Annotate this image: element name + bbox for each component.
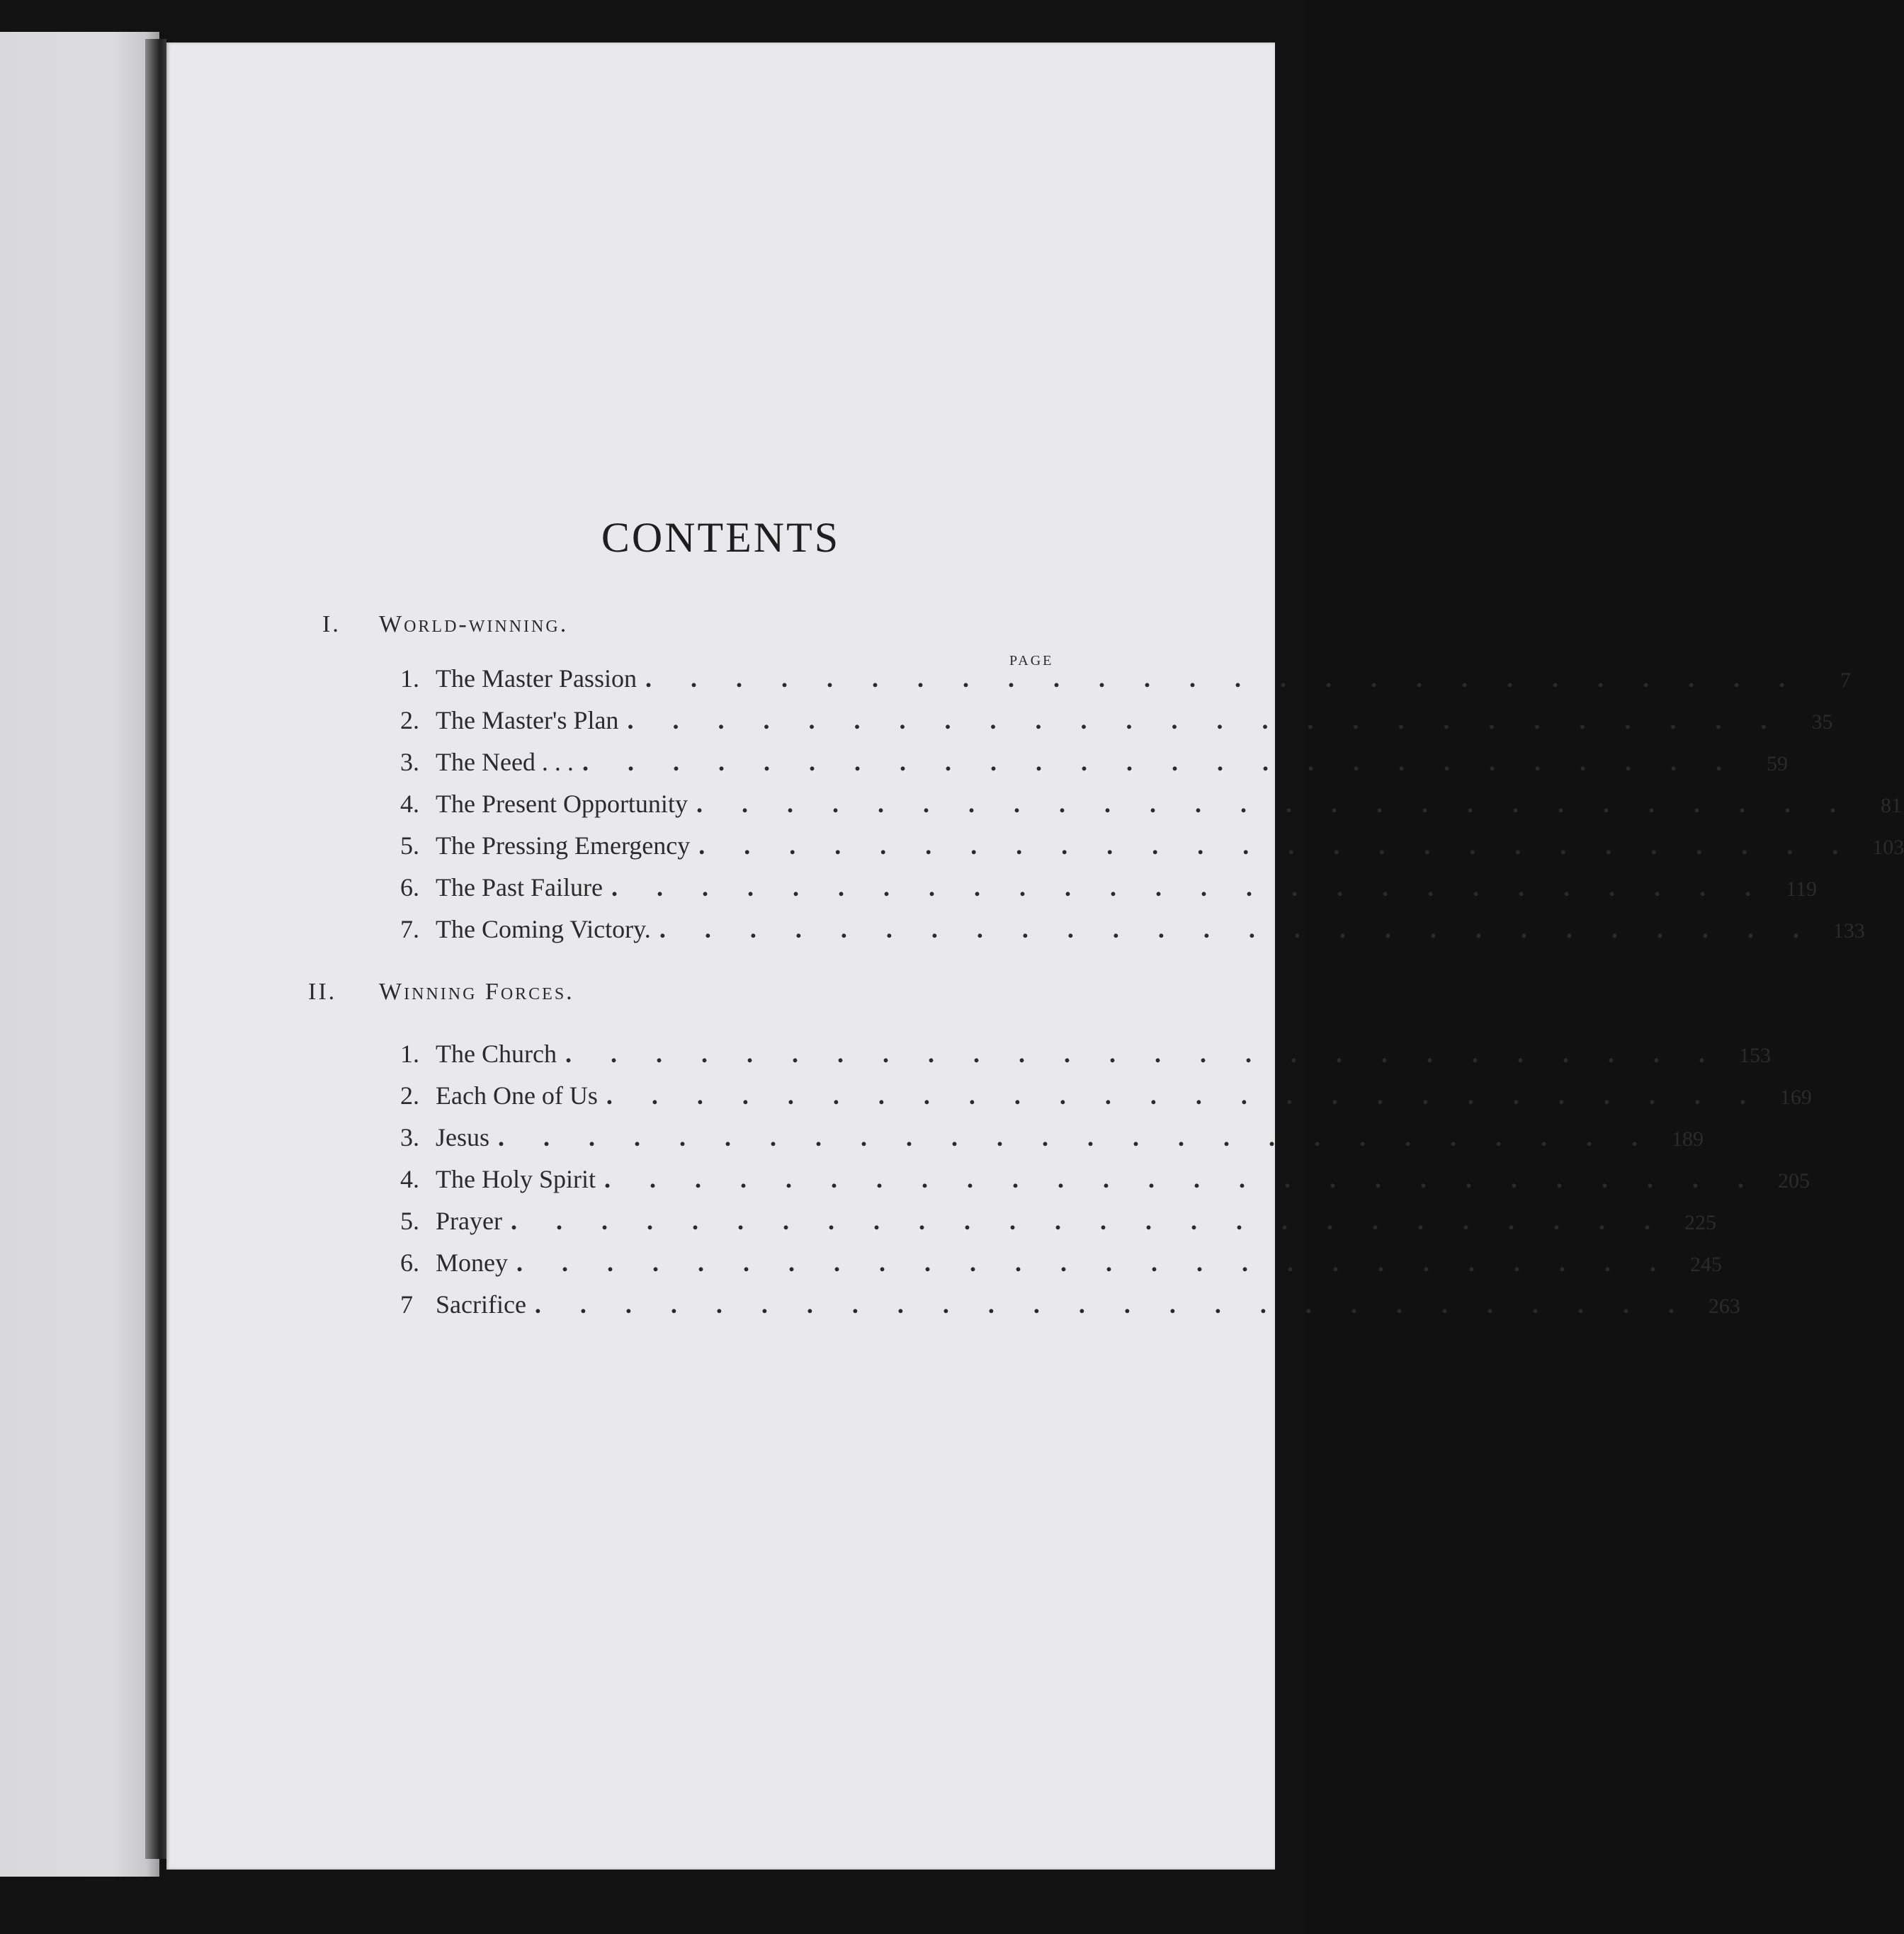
entry-number: 6. (400, 1248, 419, 1277)
entry-number: 7 (400, 1290, 413, 1319)
entry-page-number: 81 (1880, 794, 1902, 817)
section-heading (308, 979, 574, 1006)
dot-leaders: . . . . . . . . . . . . . . . . . . . . . . . . . . (606, 1081, 1762, 1110)
entry-title: The Present Opportunity (436, 790, 688, 818)
dot-leaders: . . . . . . . . . . . . . . . . . . . . . . . . . . (696, 790, 1852, 818)
dot-leaders: . . . . . . . . . . . . . . . . . . . . . . . . . . (516, 1248, 1672, 1277)
toc-entry[interactable] (400, 664, 1851, 698)
entry-page-number: 205 (1777, 1169, 1810, 1193)
toc-entry[interactable] (400, 914, 1865, 948)
entry-number: 7. (400, 915, 419, 943)
entry-page-number: 153 (1738, 1044, 1771, 1067)
entry-number: 3. (400, 748, 419, 776)
section-title: World-winning. (379, 611, 569, 637)
entry-title: Each One of Us (436, 1081, 598, 1110)
entry-title: The Pressing Emergency (436, 831, 691, 860)
entry-page-number: 263 (1708, 1295, 1740, 1318)
toc-entry[interactable] (400, 872, 1817, 906)
toc-entry[interactable] (400, 1248, 1722, 1282)
dot-leaders: . . . . . . . . . . . . . . . . . . . . . . . . . . (498, 1123, 1655, 1151)
section-numeral: I. (322, 611, 341, 637)
entry-title: The Holy Spirit (436, 1165, 596, 1193)
entry-page-number: 59 (1766, 752, 1788, 775)
dot-leaders: . . . . . . . . . . . . . . . . . . . . . . . . . . (698, 831, 1855, 860)
toc-entry[interactable] (400, 789, 1902, 823)
dot-leaders: . . . . . . . . . . . . . . . . . . . . . . . . . . (611, 873, 1767, 901)
entry-title: The Master's Plan (436, 706, 619, 734)
dot-leaders: . . . . . . . . . . . . . . . . . . . . . . . . . . (604, 1165, 1760, 1193)
dot-leaders: . . . . . . . . . . . . . . . . . . . . . . . . . . (659, 915, 1815, 943)
entry-page-number: 189 (1672, 1127, 1704, 1151)
entry-page-number: 169 (1779, 1086, 1812, 1109)
entry-number: 1. (400, 664, 419, 693)
entry-number: 3. (400, 1123, 419, 1151)
entry-page-number: 103 (1872, 836, 1904, 859)
entry-number: 2. (400, 1081, 419, 1110)
entry-page-number: 245 (1690, 1253, 1722, 1276)
dot-leaders: . . . . . . . . . . . . . . . . . . . . . . . . . . (645, 664, 1801, 693)
section-title: Winning Forces. (379, 979, 574, 1005)
toc-entry[interactable] (400, 1122, 1704, 1156)
toc-entry[interactable] (400, 1039, 1771, 1073)
entry-number: 5. (400, 1207, 419, 1235)
entry-number: 1. (400, 1040, 419, 1068)
entry-title: Sacrifice (436, 1290, 526, 1319)
entry-page-number: 7 (1840, 669, 1851, 692)
entry-number: 4. (400, 790, 419, 818)
toc-entry[interactable] (400, 1206, 1716, 1240)
entry-number: 2. (400, 706, 419, 734)
dot-leaders: . . . . . . . . . . . . . . . . . . . . . . . . . . (582, 748, 1738, 776)
entry-title: The Need . . . (436, 748, 574, 776)
contents-page (166, 42, 1904, 1870)
entry-title: The Coming Victory. (436, 915, 651, 943)
facing-page-edge (0, 32, 159, 1877)
dot-leaders: . . . . . . . . . . . . . . . . . . . . . . . . . . (534, 1290, 1691, 1319)
page-column-label: PAGE (1009, 653, 1054, 669)
entry-number: 6. (400, 873, 419, 901)
section-heading (322, 611, 568, 638)
toc-entry[interactable] (400, 831, 1904, 865)
dot-leaders: . . . . . . . . . . . . . . . . . . . . . . . . . . (627, 706, 1784, 734)
entry-title: Prayer (436, 1207, 502, 1235)
entry-page-number: 133 (1832, 919, 1865, 943)
book-gutter (145, 39, 166, 1859)
entry-title: Jesus (436, 1123, 490, 1151)
entry-title: Money (436, 1248, 508, 1277)
toc-entry[interactable] (400, 747, 1788, 781)
entry-number: 5. (400, 831, 419, 860)
section-numeral: II. (308, 979, 337, 1005)
entry-page-number: 119 (1786, 877, 1817, 901)
entry-title: The Church (436, 1040, 557, 1068)
entry-number: 4. (400, 1165, 419, 1193)
toc-entry[interactable] (400, 1290, 1740, 1324)
toc-entry[interactable] (400, 1081, 1812, 1115)
toc-entry[interactable] (400, 705, 1833, 739)
toc-entry[interactable] (400, 1164, 1810, 1198)
page-title: CONTENTS (601, 514, 841, 561)
dot-leaders: . . . . . . . . . . . . . . . . . . . . . . . . . . (510, 1207, 1667, 1235)
dot-leaders: . . . . . . . . . . . . . . . . . . . . . . . . . . (565, 1040, 1721, 1068)
entry-title: The Past Failure (436, 873, 603, 901)
entry-title: The Master Passion (436, 664, 637, 693)
entry-page-number: 35 (1811, 710, 1833, 734)
entry-page-number: 225 (1684, 1211, 1716, 1234)
